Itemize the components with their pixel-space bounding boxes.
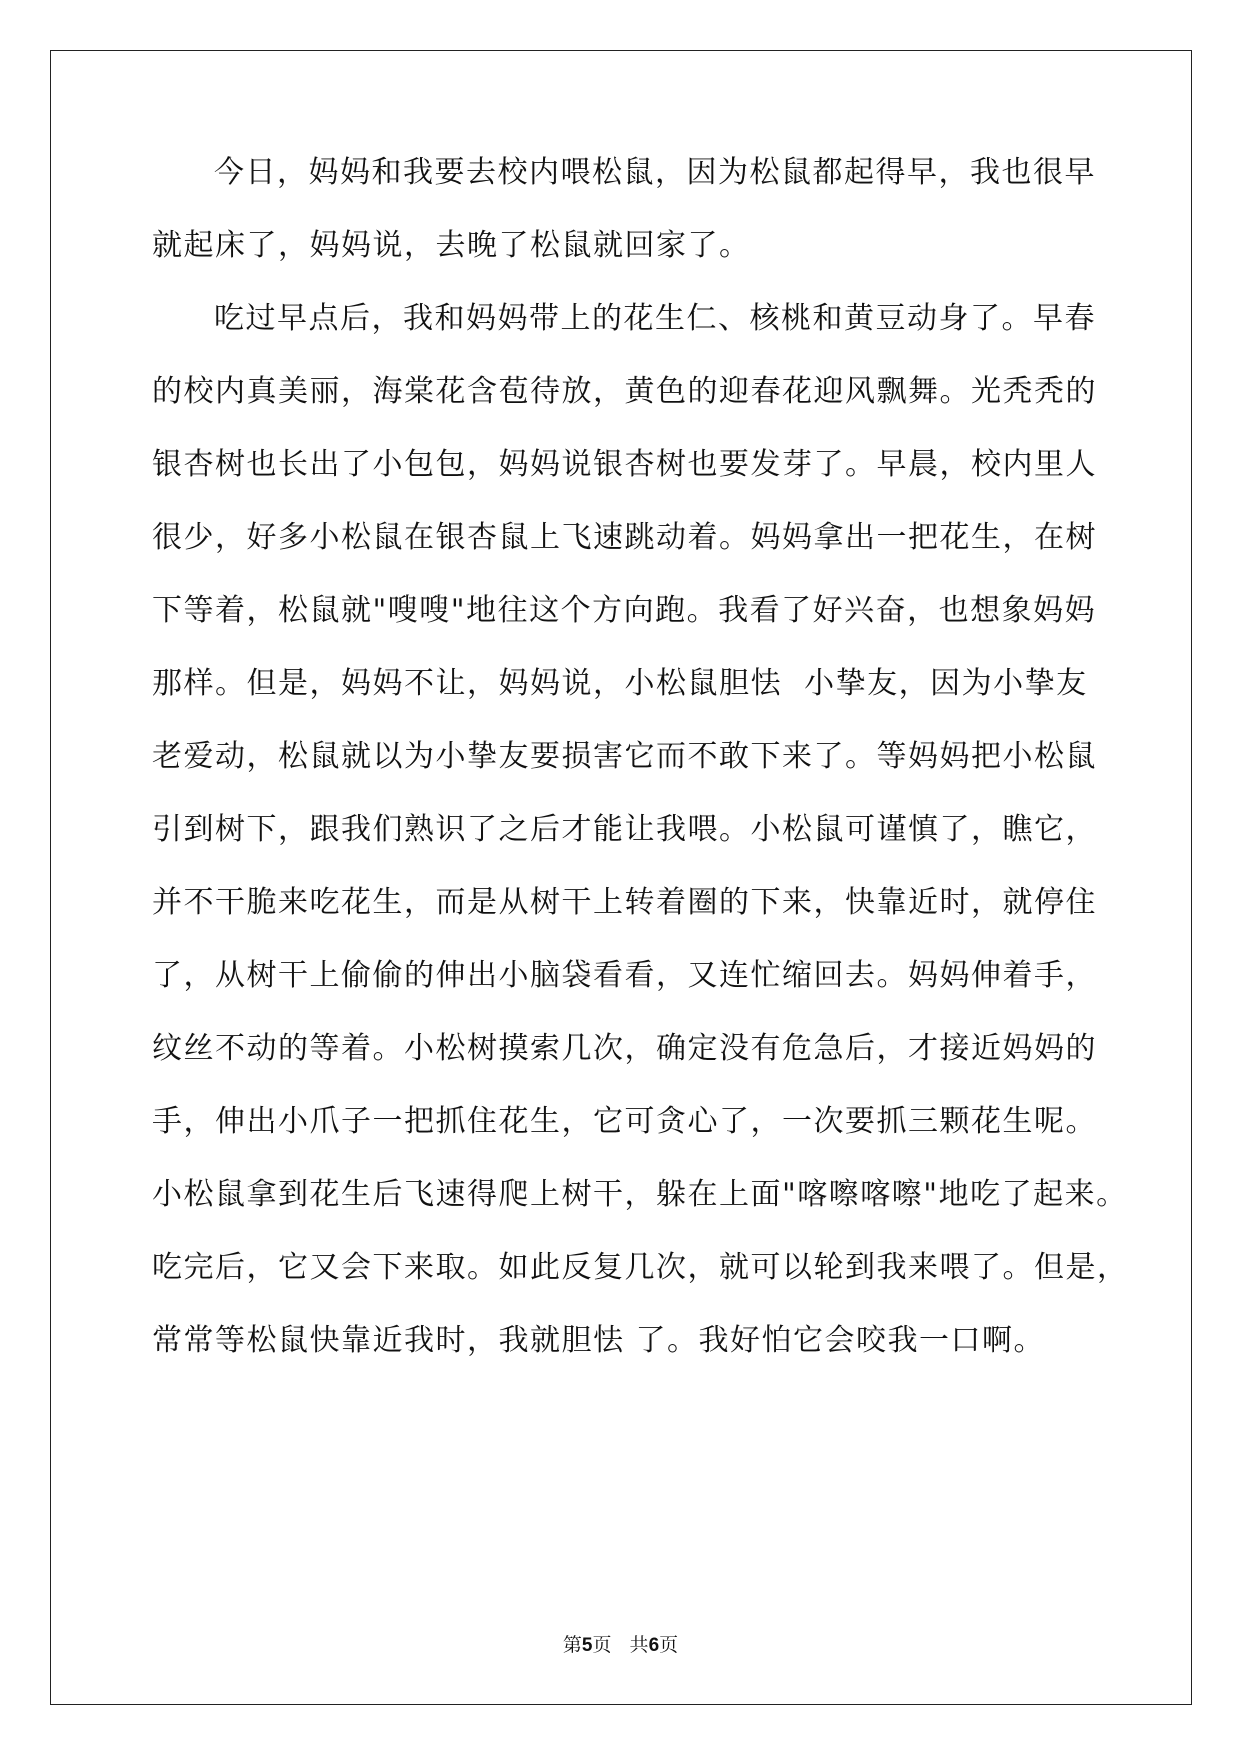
paragraph-2-line-8: 引到树下，跟我们熟识了之后才能让我喂。小松鼠可谨慎了，瞧它， (152, 812, 1097, 847)
paragraph-2-line-11: 纹丝不动的等着。小松树摸索几次，确定没有危急后，才接近妈妈的 (152, 1031, 1097, 1066)
footer-prefix: 第 (562, 1634, 582, 1656)
footer-middle: 页 共 (592, 1634, 649, 1656)
paragraph-1-line-1: 今日，妈妈和我要去校内喂松鼠，因为松鼠都起得早，我也很早 (214, 155, 1096, 190)
footer-suffix: 页 (659, 1634, 679, 1656)
paragraph-2-line-13: 小松鼠拿到花生后飞速得爬上树干，躲在上面"喀嚓喀嚓"地吃了起来。 (152, 1177, 1128, 1212)
page-footer (0, 1633, 1241, 1658)
paragraph-2-line-14: 吃完后，它又会下来取。如此反复几次，就可以轮到我来喂了。但是， (152, 1250, 1129, 1285)
paragraph-1-line-2: 就起床了，妈妈说，去晚了松鼠就回家了。 (152, 228, 751, 263)
paragraph-2-line-12: 手，伸出小爪子一把抓住花生，它可贪心了，一次要抓三颗花生呢。 (152, 1104, 1097, 1139)
paragraph-2-line-2: 的校内真美丽，海棠花含苞待放，黄色的迎春花迎风飘舞。光秃秃的 (152, 374, 1097, 409)
total-page-number: 6 (648, 1635, 660, 1656)
paragraph-2-line-5: 下等着，松鼠就"嗖嗖"地往这个方向跑。我看了好兴奋，也想象妈妈 (152, 593, 1097, 628)
paragraph-2-line-10: 了，从树干上偷偷的伸出小脑袋看看，又连忙缩回去。妈妈伸着手， (152, 958, 1097, 993)
paragraph-2-line-1: 吃过早点后，我和妈妈带上的花生仁、核桃和黄豆动身了。早春 (214, 301, 1096, 336)
paragraph-2-line-7: 老爱动，松鼠就以为小挚友要损害它而不敢下来了。等妈妈把小松鼠 (152, 739, 1097, 774)
paragraph-2-line-6: 那样。但是，妈妈不让，妈妈说，小松鼠胆怯 小挚友，因为小挚友 (152, 666, 1088, 701)
paragraph-2-line-15: 常常等松鼠快靠近我时，我就胆怯 了。我好怕它会咬我一口啊。 (152, 1323, 1046, 1358)
current-page-number: 5 (581, 1635, 593, 1656)
paragraph-2-line-4: 很少，好多小松鼠在银杏鼠上飞速跳动着。妈妈拿出一把花生，在树 (152, 520, 1097, 555)
paragraph-2-line-9: 并不干脆来吃花生，而是从树干上转着圈的下来，快靠近时，就停住 (152, 885, 1097, 920)
paragraph-2-line-3: 银杏树也长出了小包包，妈妈说银杏树也要发芽了。早晨，校内里人 (152, 447, 1097, 482)
